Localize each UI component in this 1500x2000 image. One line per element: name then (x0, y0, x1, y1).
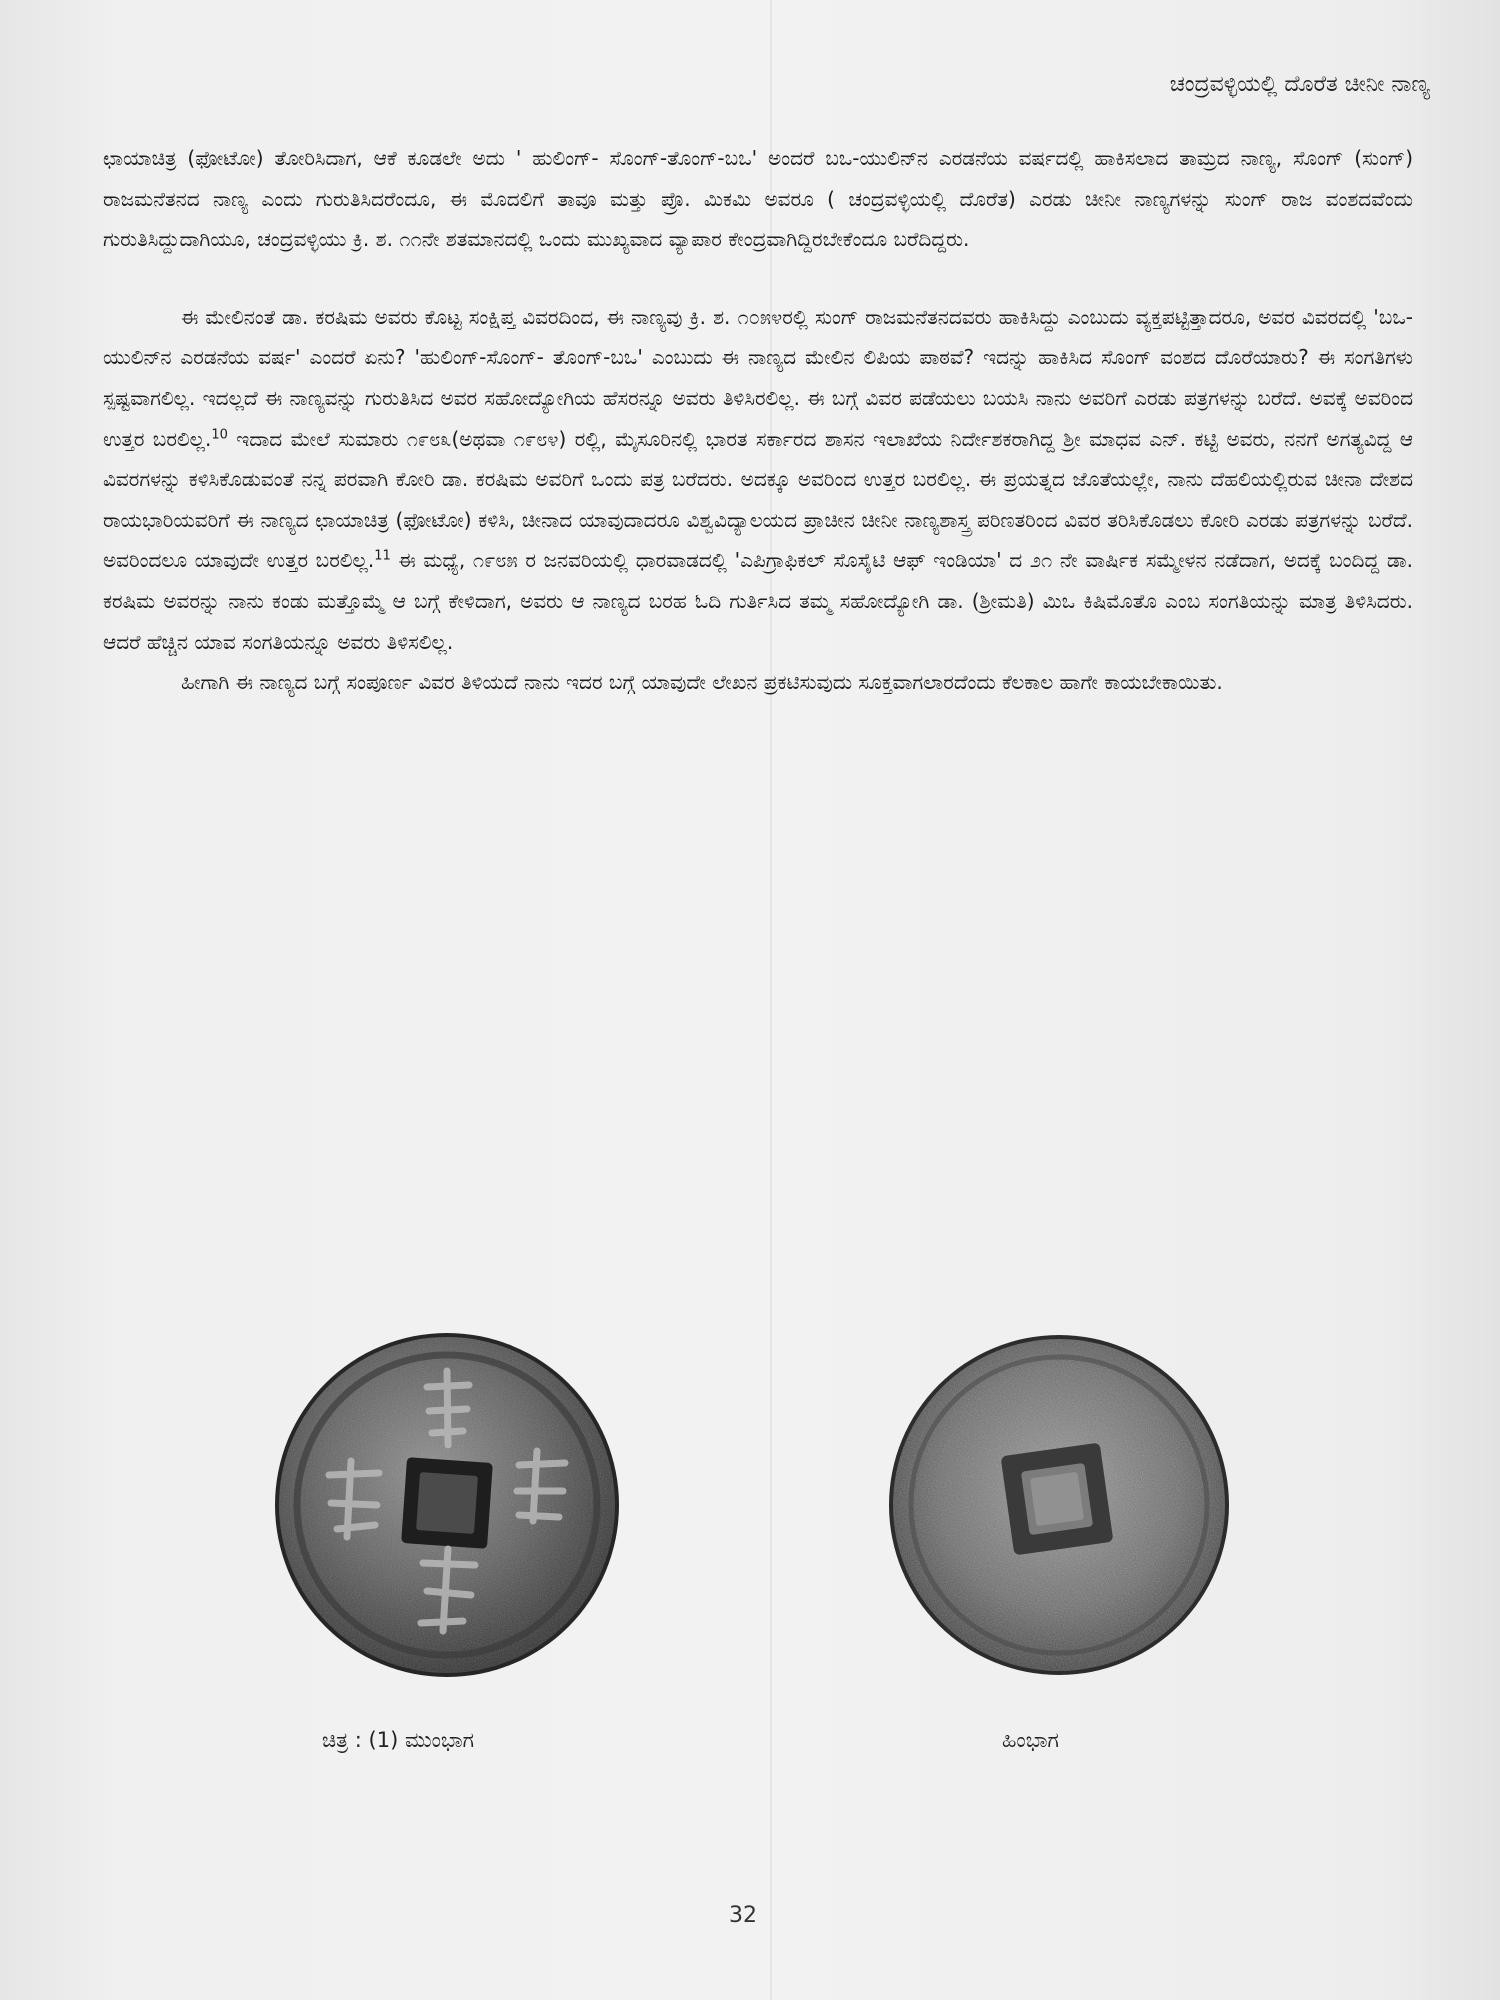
page-number: 32 (729, 1903, 757, 1928)
paragraph-1: ಛಾಯಾಚಿತ್ರ (ಫೋಟೋ) ತೋರಿಸಿದಾಗ, ಆಕೆ ಕೂಡಲೇ ಅದು ' ಹುಲಿಂಗ್- ಸೊಂಗ್-ತೊಂಗ್-ಬಒ' ಅಂದರೆ ಬಒ-ಯುಲಿನ್‍ನ ಎರಡನೆಯ ವರ್ಷದಲ್ಲಿ ಹಾಕಿಸಲಾದ ತಾಮ್ರದ ನಾಣ್ಯ, ಸೊಂಗ್ (ಸುಂಗ್) ರಾಜಮನೆತನದ ನಾಣ್ಯ ಎಂದು ಗುರುತಿಸಿದರೆಂದೂ, ಈ ಮೊದಲಿಗೆ ತಾವೂ ಮತ್ತು ಪ್ರೊ. ಮಿಕಮಿ ಅವರೂ ( ಚಂದ್ರವಳ್ಳಿಯಲ್ಲಿ ದೊರೆತ) ಎರಡು ಚೀನೀ ನಾಣ್ಯಗಳನ್ನು ಸುಂಗ್ ರಾಜ ವಂಶದವೆಂದು ಗುರುತಿಸಿದ್ದುದಾಗಿಯೂ, ಚಂದ್ರವಳ್ಳಿಯು ಕ್ರಿ. ಶ. ೧೧ನೇ ಶತಮಾನದಲ್ಲಿ ಒಂದು ಮುಖ್ಯವಾದ ವ್ಯಾಪಾರ ಕೇಂದ್ರವಾಗಿದ್ದಿರಬೇಕೆಂದೂ ಬರೆದಿದ್ದರು. (103, 146, 1413, 252)
figure-caption-back: ಹಿಂಭಾಗ (1002, 1728, 1059, 1752)
footnote-ref-10: 10 (211, 426, 228, 442)
figure-caption-front: ಚಿತ್ರ : (1) ಮುಂಭಾಗ (322, 1728, 475, 1752)
paragraph-2-part-3: ಈ ಮಧ್ಯೆ, ೧೯೮೫ ರ ಜನವರಿಯಲ್ಲಿ ಧಾರವಾಡದಲ್ಲಿ 'ಎಪಿಗ್ರಾಫಿಕಲ್ ಸೊಸೈಟಿ ಆಫ್ ಇಂಡಿಯಾ' ದ ೨೧ ನೇ ವಾರ್ಷಿಕ ಸಮ್ಮೇಳನ ನಡೆದಾಗ, ಅದಕ್ಕೆ ಬಂದಿದ್ದ ಡಾ. ಕರಷಿಮ ಅವರನ್ನು ನಾನು ಕಂಡು ಮತ್ತೊಮ್ಮೆ ಆ ಬಗ್ಗೆ ಕೇಳಿದಾಗ, ಅವರು ಆ ನಾಣ್ಯದ ಬರಹ ಓದಿ ಗುರ್ತಿಸಿದ ತಮ್ಮ ಸಹೋದ್ಯೋಗಿ ಡಾ. (ಶ್ರೀಮತಿ) ಮಿಒ ಕಿಷಿಮೊತೊ ಎಂಬ ಸಂಗತಿಯನ್ನು ಮಾತ್ರ ತಿಳಿಸಿದರು. ಆದರೆ ಹೆಚ್ಚಿನ ಯಾವ ಸಂಗತಿಯನ್ನೂ ಅವರು ತಿಳಿಸಲಿಲ್ಲ. (103, 548, 1413, 654)
running-header: ಚಂದ್ರವಳ್ಳಿಯಲ್ಲಿ ದೊರೆತ ಚೀನೀ ನಾಣ್ಯ (1169, 72, 1430, 97)
paragraph-2-part-2: ಇದಾದ ಮೇಲೆ ಸುಮಾರು ೧೯೮೩(ಅಥವಾ ೧೯೮೪) ರಲ್ಲಿ, ಮೈಸೂರಿನಲ್ಲಿ ಭಾರತ ಸರ್ಕಾರದ ಶಾಸನ ಇಲಾಖೆಯ ನಿರ್ದೇಶಕರಾಗಿದ್ದ ಶ್ರೀ ಮಾಧವ ಎನ್. ಕಟ್ಟಿ ಅವರು, ನನಗೆ ಅಗತ್ಯವಿದ್ದ ಆ ವಿವರಗಳನ್ನು ಕಳಿಸಿಕೊಡುವಂತೆ ನನ್ನ ಪರವಾಗಿ ಕೋರಿ ಡಾ. ಕರಷಿಮ ಅವರಿಗೆ ಒಂದು ಪತ್ರ ಬರೆದರು. ಅದಕ್ಕೂ ಅವರಿಂದ ಉತ್ತರ ಬರಲಿಲ್ಲ. ಈ ಪ್ರಯತ್ನದ ಜೊತೆಯಲ್ಲೇ, ನಾನು ದೆಹಲಿಯಲ್ಲಿರುವ ಚೀನಾ ದೇಶದ ರಾಯಭಾರಿಯವರಿಗೆ ಈ ನಾಣ್ಯದ ಛಾಯಾಚಿತ್ರ (ಫೋಟೋ) ಕಳಿಸಿ, ಚೀನಾದ ಯಾವುದಾದರೂ ವಿಶ್ವವಿದ್ಯಾಲಯದ ಪ್ರಾಚೀನ ಚೀನೀ ನಾಣ್ಯಶಾಸ್ತ್ರ ಪರಿಣತರಿಂದ ವಿವರ ತರಿಸಿಕೊಡಲು ಕೋರಿ ಎರಡು ಪತ್ರಗಳನ್ನು ಬರೆದೆ. ಅವರಿಂದಲೂ ಯಾವುದೇ ಉತ್ತರ ಬರಲಿಲ್ಲ. (103, 426, 1413, 573)
coin-back-image (879, 1325, 1239, 1685)
footnote-ref-11: 11 (374, 548, 391, 564)
paragraph-3: ಹೀಗಾಗಿ ಈ ನಾಣ್ಯದ ಬಗ್ಗೆ ಸಂಪೂರ್ಣ ವಿವರ ತಿಳಿಯದೆ ನಾನು ಇದರ ಬಗ್ಗೆ ಯಾವುದೇ ಲೇಖನ ಪ್ರಕಟಿಸುವುದು ಸೂಕ್ತವಾಗಲಾರದೆಂದು ಕೆಲಕಾಲ ಹಾಗೇ ಕಾಯಬೇಕಾಯಿತು. (181, 670, 1223, 695)
paragraph-2-part-1: ಈ ಮೇಲಿನಂತೆ ಡಾ. ಕರಷಿಮ ಅವರು ಕೊಟ್ಟ ಸಂಕ್ಷಿಪ್ತ ವಿವರದಿಂದ, ಈ ನಾಣ್ಯವು ಕ್ರಿ. ಶ. ೧೦೫೪ರಲ್ಲಿ ಸುಂಗ್ ರಾಜಮನೆತನದವರು ಹಾಕಿಸಿದ್ದು ಎಂಬುದು ವ್ಯಕ್ತಪಟ್ಟಿತ್ತಾದರೂ, ಅವರ ವಿವರದಲ್ಲಿ 'ಬಒ-ಯುಲಿನ್‍ನ ಎರಡನೆಯ ವರ್ಷ' ಎಂದರೆ ಏನು? 'ಹುಲಿಂಗ್-ಸೊಂಗ್- ತೊಂಗ್-ಬಒ' ಎಂಬುದು ಈ ನಾಣ್ಯದ ಮೇಲಿನ ಲಿಪಿಯ ಪಾಠವೆ? ಇದನ್ನು ಹಾಕಿಸಿದ ಸೊಂಗ್ ವಂಶದ ದೊರೆಯಾರು? ಈ ಸಂಗತಿಗಳು ಸ್ಪಷ್ಟವಾಗಲಿಲ್ಲ. ಇದಲ್ಲದೆ ಈ ನಾಣ್ಯವನ್ನು ಗುರುತಿಸಿದ ಅವರ ಸಹೋದ್ಯೋಗಿಯ ಹೆಸರನ್ನೂ ಅವರು ತಿಳಿಸಿರಲಿಲ್ಲ. ಈ ಬಗ್ಗೆ ವಿವರ ಪಡೆಯಲು ಬಯಸಿ ನಾನು ಅವರಿಗೆ ಎರಡು ಪತ್ರಗಳನ್ನು ಬರೆದೆ. ಅವಕ್ಕೆ ಅವರಿಂದ ಉತ್ತರ ಬರಲಿಲ್ಲ. (103, 304, 1413, 451)
paragraph-2 (103, 297, 1413, 662)
coin-front-image (267, 1325, 627, 1685)
body-text (103, 138, 1413, 703)
